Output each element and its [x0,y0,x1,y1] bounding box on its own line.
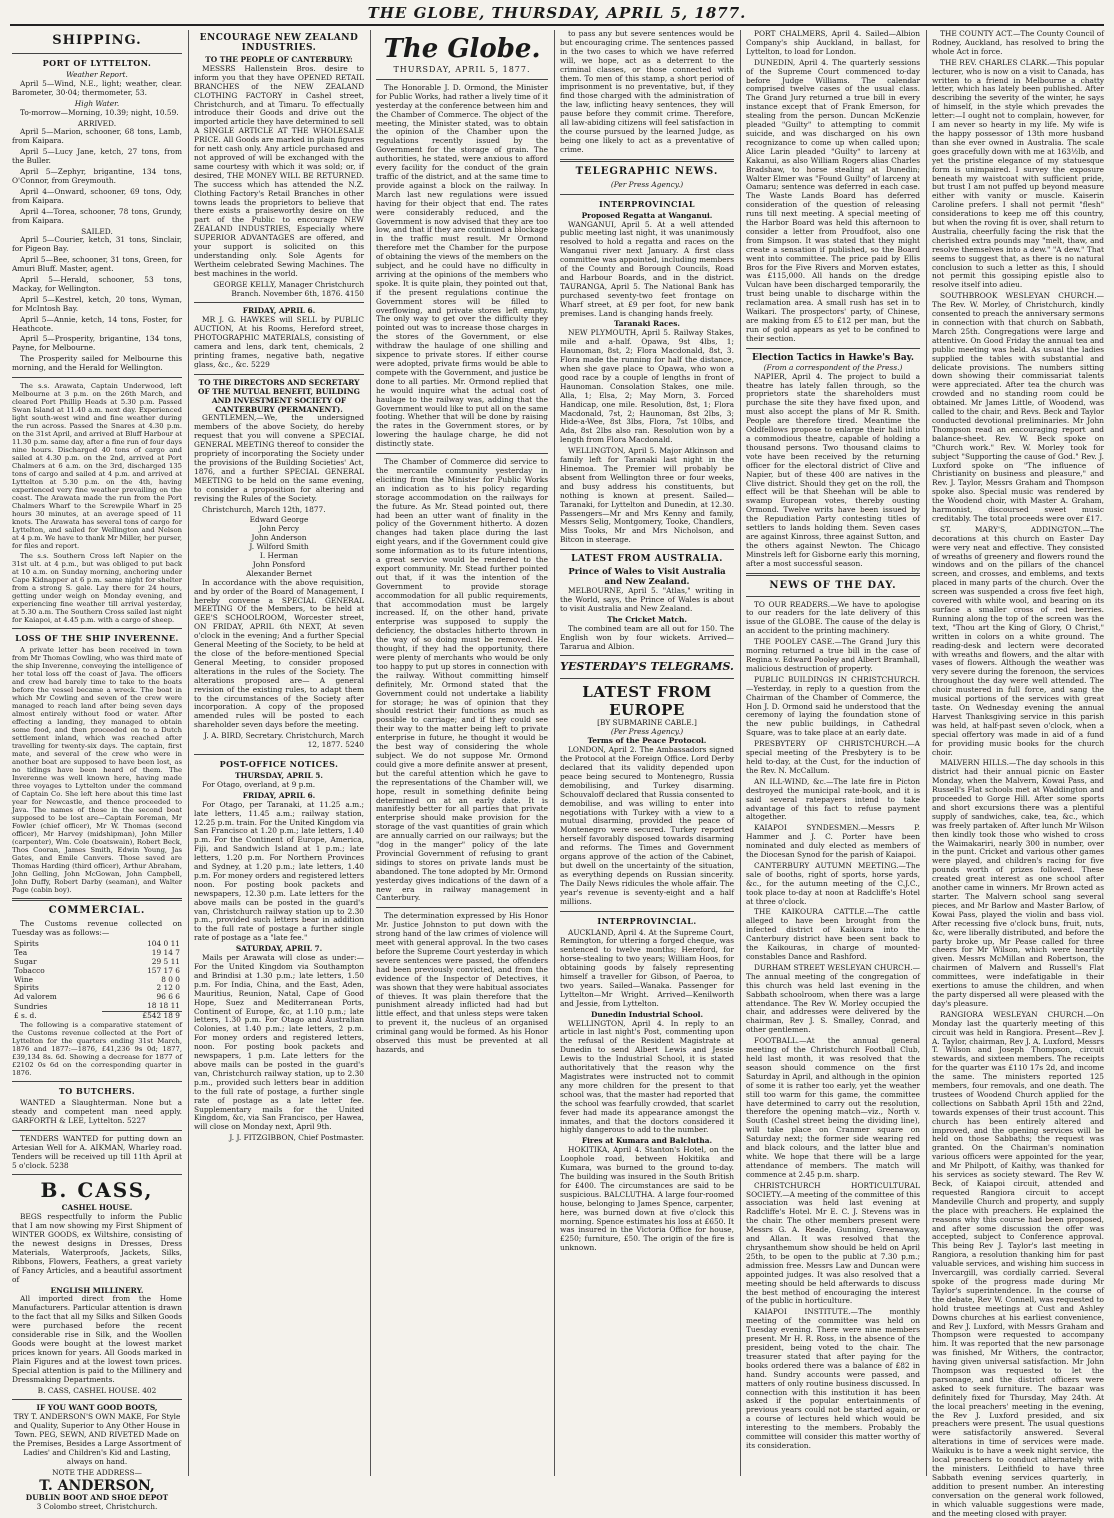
cass-body: BEGS respectfully to inform the Public that I am now showing my First Shipment of WINTER GOODS, ex Wiltshire, consisting of the newest designs in Dresses, Dress Materials, Waterproofs, Jackets, Silks, Ribbons, Flowers, Feathers, a great variety of Fancy Articles, and a beautiful assortment of [12,1212,182,1284]
prince-article: MELBOURNE, April 5. "Atlas," writing in the World, says, the Prince of Wales is about to visit Australia and New Zealand. [560,586,734,613]
interprovincial-heading-2: INTERPROVINCIAL. [597,915,697,926]
divider [12,1174,182,1175]
news-item: DURHAM STREET WESLEYAN CHURCH.—The annual meeting of the congregation of this church was held last evening in the Sabbath schoolroom, when there was a large attendance. The Rev W. Morley occupied the chair, and addresses were delivered by the chairman, Rev J. S. Smalley, Conrad, and other gentlemen. [746,962,920,1035]
member-name: J. Wilford Smith [249,542,309,552]
member-name: John Ponsford [252,559,306,569]
editorial-date: THURSDAY, APRIL 5, 1877. [393,65,531,74]
election-article: NAPIER, April 4. The project to build a theatre has lately fallen through, so the proprietors state the shareholders must purchase the site they have fixed upon, and must also accept the plans of Mr R. Smith. People are therefore tired. Meantime the Oddfellows propose to enlarge their hall into a commodious theatre, capable of holding a thousand persons. Two thousand claims to vote have been received by the returning officer for the electoral district of Clive and Napier, but of these 400 are natives in the Clive district. Should they get on the roll, the effect will be that Sheehan will be able to swamp European votes, thereby ousting Ormond. Twelve writs have been issued by the Repudiation Party contesting titles of settlers to lands holding them. Seven cases are against Kinross, three against Sutton, and the others against Newton. The Chicago Minstrels left for Gisborne early this morning, after a most successful season. [746,371,920,568]
inverenne-article: A private letter has been received in town from Mr Thomas Cowling, who was third mate of the ship Inverenne, conveying the intelligence of her total loss off the coast of Java. The officers and crew had barely time to take to the boats before the vessel became a wreck. The boat in which Mr Cowling and seven of the crew were managed to reach land after being seven days almost entirely without food or water. After effecting a landing, they managed to obtain some food, and then proceeded on to a Dutch settlement inland, which was reached after travelling for twenty-six days. The captain, first mate, and several of the crew who were in another boat are supposed to have been lost, as no tidings have been heard of them. The Inverenne was well known here, having made three voyages to Lyttelton under the command of Captain Co. She left here about this time last year for Newcastle, and thence proceeded to Java. The names of those in the second boat supposed to be lost are—Captain Foreman, Mr Fowler (chief officer), Mr W. Thomas (second officer), Mr Harvey (midshipman), John Miller (carpenter), Wm. Cole (boatswain), Robert Beck, Thos Cooran, James Smith, Edwin Young, Jas Gates, and Emile Canvers. Those saved are Thomas Harding (third officer), Arthur Abraham, John Gelling, John McGowan, John Campbell, John Duffy, Robert Darby (seaman), and Walter Page (cabin boy). [12,646,182,895]
member-name: John Percy [258,524,300,534]
news-item: KAIAPOI SYNDESMEN.—Messrs P. Hammer and J. C. Porter have been nominated and duly elected as members of the Diocesan Synod for the parish of Kaiapoi. [746,823,920,860]
school-heading: Dunedin Industrial School. [590,1009,704,1019]
column-2 [194,30,364,1476]
news-item: THE KAIKOURA CATTLE.—The cattle alleged to have been brought from the infected district of Kaikoura into the Canterbury district have been sent back to the Kaikouras, in charge of mounted-constables Dance and Rashford. [746,907,920,961]
auction-date: FRIDAY, APRIL 6. [242,306,316,316]
peace-heading: Terms of the Peace Protocol. [587,736,707,746]
post-friday: FRIDAY, APRIL 6. [242,790,316,800]
sailed-item: April 5—Courier, ketch, 31 tons, Sinclair, for Pigeon Bay. [12,235,182,254]
sailed-item: April 5—Herald, schooner, 53 tons, Mackay, for Wellington. [12,275,182,293]
divider [746,596,920,597]
divider [12,377,182,378]
boots-heading: IF YOU WANT GOOD BOOTS, [36,1403,158,1413]
cass-millinery: ENGLISH MILLINERY. [50,1285,144,1295]
divider [12,898,182,901]
divider [12,1130,182,1131]
telegraphic-heading: TELEGRAPHIC NEWS. [575,165,719,177]
editorial-paragraph: The Honorable J. D. Ormond, the Minister for Public Works, had rather a lively time of it yesterday at the conference between him and the Chamber of Commerce. The object of the meeting, the Minister stated, was to obtain the opinion of the Chamber upon the regulations recently issued by the Government for the storage of grain. The authorities, he stated, were anxious to afford every facility for the conduct of the grain traffic of the district, and at the same time to provide against a block on the railway. In March last new regulations were issued having for their object that end. The rates were considerably reduced, and the Government is now advised that they are too low, and that if they are continued a blockage in the traffic must result. Mr Ormond therefore met the Chamber for the purpose of obtaining the views of the members on the subject, and he could have no difficulty in arriving at the opinions of the members who spoke. It is quite plain, they pointed out that, if the present regulations continue the Government stores will be filled to overflowing, and private stores left empty. The only way to get over the difficulty they pointed out was to increase those charges in the stores of the Government, or else withdraw the haulage of one shilling and sixpence to private stores. If either course were adopted, private firms would be able to compete with the Government, and justice be done to all parties. Mr. Ormond replied that he would inquire what the actual cost of haulage to the railway was, adding that the Government would like to put all on the same footing. Whether that will be done by raising the rates in the Government stores, or by lowering the haulage charge, he did not distinctly state. [376,82,548,449]
post-body-3: Mails per Arawata will close as under:— For the United Kingdom via Southampton and Brindisi at 1.30 p.m.; late letters, 1.50 p.m. For India, China, and the East, Aden, Mauritius, Reunion, Natal, Cape of Good Hope, Suez and Mediterranean Ports, Continent of Europe, &c, at 1.10 p.m.; late letters, 1.30 p.m. For Otago and Australian Colonies, at 1.40 p.m.; late letters, 2 p.m. For money orders and registered letters, noon. For posting book packets and newspapers, 1 p.m. Late letters for the above mails can be posted in the guard's van, Christchurch railway station, up to 2.30 p.m., provided such letters bear in addition to the full rate of postage, a further single rate of postage as a late letter fee. Supplementary mails for the United Kingdom, &c, via San Francisco, per Hawea, will close on Monday next, April 9th. [194,953,364,1132]
election-source: (From a correspondent of the Press.) [763,362,903,372]
table-cell: Sundries [14,1001,48,1011]
divider [194,754,364,755]
news-item: CANTERBURY AUTUMN MEETING.—The sale of booths, right of sports, horse yards, &c., for the autumn meeting of the C.J.C., took place to-day at noon at Radcliffe's Hotel at three o'clock. [746,860,920,906]
table-cell: Tea [14,947,28,957]
column-rule [370,30,371,1476]
election-heading: Election Tactics in Hawke's Bay. [751,352,914,363]
cricket-article: The combined team are all out for 150. The English won by four wickets. Arrived—Tararua and Albion. [560,623,734,651]
column-rule [554,30,555,1476]
boots-note: NOTE THE ADDRESS— [52,1467,142,1477]
column-4 [560,30,734,1476]
customs-note: The following is a comparative statement of the Customs revenue collected at the Port of Lyttelton for the quarters ending 31st March, 1876 and 1877:—1876, £41,236 9s 0d; 1877, £39,134 8s. 6d. Showing a decrease for 1877 of £2102 0s 6d on the corresponding quarter in 1876. [12,1021,182,1078]
society-names [194,516,364,578]
column-rule [740,30,741,1476]
high-water-heading: High Water. [74,98,120,108]
fires-heading: Fires at Kumara and Balclutha. [581,1136,713,1146]
fires-article: HOKITIKA, April 4. Stanton's Hotel, on the Loophole road, between Hokitika and Kumara, was burned to the ground to-day. The building was insured in the South British for £400. The circumstances are said to be suspicious. BALCLUTHA. A large four-roomed house, belonging to James Spence, carpenter, here, was burned down at five o'clock this morning. Spence estimates his loss at £650. It was insured in the Victoria Office for house, £250; furniture, £50. The origin of the fire is unknown. [560,1145,734,1253]
news-item: PRESBYTERY OF CHRISTCHURCH.—A special meeting of the Presbytery is to be held to-day, at the Cust, for the induction of the Rev. N. McCallum. [746,739,920,775]
nzi-to: TO THE PEOPLE OF CANTERBURY: [205,55,353,64]
australia-heading: LATEST FROM AUSTRALIA. [571,554,723,565]
arrival-item: April 5—Zephyr, brigantine, 134 tons, O'Connor, from Greymouth. [12,167,182,185]
society-heading: TO THE DIRECTORS AND SECRETARY OF THE MUTUAL BENEFIT, BUILDING AND INVESTMENT SOCIETY OF CANTERBURY (PERMANENT). [198,377,360,414]
divider [12,1399,182,1400]
boots-depot: DUBLIN BOOT AND SHOE DEPOT [25,1492,169,1502]
arrived-heading: ARRIVED. [77,118,117,128]
news-item: TO OUR READERS.—We have to apologise to our readers for the late delivery of this issue of the GLOBE. The cause of the delay is an accident to the printing machinery. [746,599,920,636]
divider [12,1081,182,1082]
table-cell: 96 6 6 [156,992,180,1002]
column-rule [188,30,189,1476]
races-article: NEW PLYMOUTH, April 5. Railway Stakes, mile and a-half. Opawa, 9st 4lbs, 1; Haunoman, 8st, 2; Flora Macdonald, 8st, 3. Flora made the running for half the distance, when she gave place to Opawa, who won a good race by a couple of lengths in front of Haunoman. Consolation Stakes, one mile. Alla, 1; Elsa, 2; May Morn, 3. Forced Handicap, one mile. Resolution, 8st, 1; Flora Macdonald, 7st, 2; Haunoman, 8st 2lbs, 3; Hide-a-Wee, 8st 3lbs, Flora, 7st 10lbs, and Ada, 8st 2lbs also ran. Resolution won by a length from Flora Macdonald. [560,328,734,445]
cass-body-2: All imported direct from the Home Manufacturers. Particular attention is drawn to the fact that all my Silks and Silken Goods were purchased before the recent considerable rise in Silk, and the Woollen Goods were bought at the lowest market prices known for years. All Goods marked in Plain Figures and at the lowest town prices. Special attention is paid to the Millinery and Dressmaking Departments. [12,1294,182,1384]
yesterdays-telegrams-heading: YESTERDAY'S TELEGRAMS. [560,660,734,674]
boots-address: 3 Colombo street, Christchurch. [36,1501,158,1511]
customs-intro: The Customs revenue collected on Tuesday was as follows:— [12,919,182,937]
society-date: Christchurch, March 12th, 1877. [202,504,326,514]
port-chalmers-article: PORT CHALMERS, April 4. Sailed—Albion Company's ship Auckland, in ballast, for Lyttelton, to load for London. [746,29,920,56]
post-thursday: THURSDAY, APRIL 5. [234,770,324,780]
press-agency: (Per Press Agency.) [610,179,684,189]
table-cell: Spirits [14,938,39,948]
table-cell: 2 12 0 [156,983,180,993]
peace-article: LONDON, April 2. The Ambassadors signed the Protocol at the Foreign Office. Lord Derby declared that its validity depended upon peace being secured to Montenegro, Russia demobilising, and Turkey disarming. Schouvaloff declared that Russia consented to demobilise, and was willing to enter into negotiations with Turkey with a view to a mutual disarming, provided the peace of Montenegro were secured. Turkey reported herself favorably disposed towards disarming and reforms. The Times and Government organs approve of the action of the Cabinet, but dwell on the uncertainty of the situation, as everything depends on Russian sincerity. The Daily News ridicules the whole affair. The year's revenue is seventy-eight and a half millions. [560,745,734,906]
high-water: To-morrow—Morning, 10.39; night, 10.59. [20,107,179,117]
divider [560,549,734,550]
commercial-heading: COMMERCIAL. [48,905,146,917]
member-name: Edward George [249,515,309,525]
tenders-ad: TENDERS WANTED for putting down an Artesian Well for A. AIKMAN, Wharley road. Tenders will be received up till 11th April at 5 o'clock. 5238 [12,1133,182,1170]
news-item: FOOTBALL.—At the annual general meeting of the Christchurch Football Club, held last month, it was resolved that the season should commence on the first Saturday in April, and although in the opinion of some it is rather too early, yet the weather still too warm for this game, the committee have determined to carry out the resolution, therefore the opening match—viz., North v. South (Cashel street being the dividing line), will take place on Cranmer square on Saturday next; the former side wearing red and black colours, and the latter blue and white. We hope that there will be a large attendance of members. The match will commence at 2.45 p.m. sharp. [746,1036,920,1179]
divider [560,911,734,912]
editorial-continued: to pass any but severe sentences would be but encouraging crime. The sentences passed in the two cases to which we have referred will, we hope, act as a deterrent to the criminal classes, or those connected with them. To men of this stamp, a short period of imprisonment is no preventative, but, if they find those charged with the administration of the law, inflicting heavy sentences, they will pause before they commit crime. Therefore, all law-abiding citizens will feel satisfaction in the course pursued by the learned Judge, as being one likely to act as a preventative of crime. [560,29,734,154]
masthead: THE GLOBE, THURSDAY, APRIL 5, 1877. [367,4,747,22]
member-name: I. Herman [259,551,299,561]
column-6 [932,29,1104,1518]
prince-heading: Prince of Wales to Visit Australia and New Zealand. [568,567,726,588]
weather-heading: Weather Report. [66,70,128,79]
interprovincial-heading: INTERPROVINCIAL [599,198,695,209]
butchers-ad: WANTED a Slaughterman. None but a steady and competent man need apply. GARFORTH & LEE, Lyttelton. 5227 [12,1098,182,1125]
table-cell: 8 0 0 [161,974,180,984]
customs-table [12,940,182,1021]
column-3 [376,30,548,1476]
news-item: AN ILL-WIND, &c.—The late fire in Picton destroyed the municipal rate-book, and it is said several ratepayers intend to take advantage of this fact to refuse payment altogether. [746,776,920,822]
races-heading: Taranaki Races. [614,319,680,329]
post-office-heading: POST-OFFICE NOTICES. [219,758,339,769]
post-body-2: For Otago, per Taranaki, at 11.25 a.m.; late letters, 11.45 a.m.; railway station, 12.25 p.m. train. For the United Kingdom via San Francisco at 1.20 p.m.; late letters, 1.40 p.m. For the Continent of Europe, America, Fiji, and Sandwich Island at 1 p.m.; late letters, 1.20 p.m. For Northern Provinces and Sydney, at 1.20 p.m.; late letters, 1.40 p.m. For money orders and registered letters noon. For posting book packets and newspapers, 12.30 p.m. Late letters for the above mails can be posted in the guard's van, Christchurch railway station up to 2.30 p.m., provided such letters bear in addition to the full rate of postage a further single rate of postage as a "late fee." [194,799,364,943]
nzi-signature: GEORGE KELLY, Manager Christchurch Branch. November 6th, 1876. 4150 [213,279,364,298]
news-item: THE REV. CHARLES CLARK.—This popular lecturer, who is now on a visit to Canada, has written to a friend in Melbourne a chatty letter, which has lately been published. After describing the severity of the winter, he says of himself, in the style which prevades the letter:—I ought not to complain, however, for I am never so hearty in my life. My wife is the happy possessor of 13th more husband than she ever owned in Australia. The scale goes gracefully down with me at 163½lb, and yet the pristine elegance of my statuesque form is unimpaired. I survey the exposure beneath my waistcoat with sufficient pride, but trust I am not puffed up beyond measure either with vanity or muscle. Kaiserin Caroline prefers. I shall not permit "flesh" considerations to keep me off this country, but when the roving fit is over, shall return to Australia, cheerfully facing the risk that the cherished extra pounds may "melt, thaw, and resolve themselves into a dew." "A dew." That seems to suggest that, as there is no natural conclusion to such a letter as this, I should not permit this gossiping epistle also to resolve itself into adieu. [932,57,1104,290]
arawata-report: The s.s. Arawata, Captain Underwood, left Melbourne at 3 p.m. on the 26th March, and cleared Port Phillip Heads at 5.30 p.m. Passed Swan Island at 11.40 a.m. next day. Experienced light south-west wind and fine weather during the run across. Passed the Snares at 4.30 p.m. on the 31st April, and arrived at Bluff Harbour at 11.30 p.m. same day, after a fine run of four days nine hours. Discharged 40 tons of cargo and sailed at 4.30 p.m. on the 2nd, arrived at Port Chalmers at 6 a.m. on the 3rd, discharged 135 tons of cargo and sailed at 4 p.m. and arrived at Lyttelton at 5.30 p.m. on the 4th, having experienced very fine weather prevailing on the coast. The Arawata made the run from the Port Chalmers Wharf to the Screwpile Wharf in 25 hours 30 minutes, at an average speed of 11 knots. The Arawata has several tons of cargo for Lyttelton, and sailed for Wellington and Nelson at 4 p.m. We have to thank Mr Miller, her purser, for files and report. [12,382,182,551]
masthead-rule [10,24,1104,26]
cricket-heading: The Cricket Match. [607,614,687,624]
table-cell: £ s. d. [14,1010,37,1020]
table-cell: 19 14 7 [151,947,180,957]
sailed-item: April 5—Prosperity, brigantine, 134 tons, Payne, for Melbourne. [12,334,182,353]
news-item: KAIAPOI INSTITUTE.—The monthly meeting of the committee was held on Tuesday evening. There were nine members present. Mr H. R. Ross, in the absence of the president, being voted to the chair. The treasurer stated that after paying for the books ordered there was a balance of £82 in hand. Sundry accounts were passed, and matters of only routine business discussed. In connection with this institution it has been asked if the popular entertainments of previous years could not be started again, or a course of lectures held which would be interesting to the members. Probably the committee will consider this matter worthy of its consideration. [746,1307,920,1450]
auction-body: MR J. G. HAWKES will SELL by PUBLIC AUCTION, At his Rooms, Hereford street, PHOTOGRAPHIC MATERIALS, consisting of camera and lens, dark tent, chemicals, 2 printing frames, negative bath, negative glass, &c., &c. 5229 [194,315,364,369]
sailed-heading: SAILED. [81,226,113,236]
table-cell: Tobacco [14,965,45,975]
table-cell: Sugar [14,956,37,966]
news-item: SOUTHBROOK WESLEYAN CHURCH.—The Rev. W. Morley, of Christchurch, kindly consented to preach the anniversary sermons in connection with that church on Sabbath, March 25th. Congregations were large and attentive. On Good Friday the annual tea and public meeting was held. As usual the ladies supplied the tables with substantial and delicate provisions. The numbers sitting down showing their commissariat talents were appreciated. After tea the church was crowded and no standing room could be obtained. Mr James Little, of Woodend, was called to the chair, and Revs. Beck and Taylor conducted devotional preliminaries. Mr John Thompson read an encouraging report and balance-sheet. Rev. W. Beck spoke on "Church work." Rev. W. Morley took for subject "Supporting the cause of God." Rev. J. Luxford spoke on "The influence of Christianity on business and pleasure," and Rev. J. Taylor, Messrs Graham and Thompson spoke also. Special music was rendered by the Woodend choir, with Master A. Graham, harmonist, discoursed sweet music creditably. The total proceeds were over £17. [932,291,1104,523]
divider [376,453,548,454]
table-row [12,967,182,976]
divider [560,655,734,656]
divider [560,678,734,679]
latest-from-europe-heading: LATEST FROM EUROPE [582,683,712,720]
auckland-article: AUCKLAND, April 4. At the Supreme Court, Remington, for uttering a forged cheque, was sentenced to twelve months; Hereford, for horse-stealing to two years; William Hoos, for obtaining goods by falsely representing himself a traveller for Gibson, of Paeroa, to two years. Sailed—Wanaka. Passenger for Lyttelton—Mr Wright. Arrived—Kenilworth and Jessie, from Lyttelton. [560,927,734,1008]
divider [12,53,182,54]
press-agency: (Per Press Agency.) [610,727,684,737]
port-heading: PORT OF LYTTELTON. [42,58,152,68]
news-item: MALVERN HILLS.—The day schools in this district had their annual picnic on Easter Monday, when the Malvern, Kowai Pass, and Russell's Flat schools met at Waddington and proceeded to Gorge Hill. After some sports and short excursions there was a plentiful supply of sandwiches, cake, tea, &c., which was freely partaken of. After lunch Mr Wilson then kindly took those who wished to cross the Waimakariri, nearly 300 in number, over in the punt. Cricket and various other games were played, and children's racing for five pounds worth of prizes followed. These created great interest as one school after another came in winners. Mr Brown acted as starter. The Malvern school sang several pieces, and Mr Barlow and Master Barlow, of Kowai Pass, played the violin and bass viol. After recessing five o'clock buns, fruit, nuts, &c, were liberally distributed, and before the party broke up, Mr Pease called for three cheers for Mr Wilson, which were heartily given. Messrs McMillan and Robertson, the chairmen of Malvern and Russell's Flat committees, were indefatigable in their exertions to amuse the children, and when the party dispersed all were pleased with the day's pleasure. [932,758,1104,1008]
news-item: RANGIORA WESLEYAN CHURCH.—On Monday last the quarterly meeting of this circuit was held in Rangiora. Present—Rev J. A. Taylor, chairman, Rev J. A. Luxford, Messrs T. Wilson and Joseph Thompson, circuit stewards, and sixteen members. The receipts for the quarter was £110 17s 2d, and income the same. The ministers reported 125 members, four removals, and one death. The trustees of Woodend Church applied for the collections on Sabbath April 15th and 22nd, towards expenses of their trust account. This church has been entirely altered and improved, and the opening services will be held on those Sabbaths; the request was granted. On the Chairman's nomination various officers were appointed for the year, and Mr Philpott, of Kaithy, was thanked for his services as society steward. The Rev W. Beck, of Kaiapoi circuit, attended and requested Rangiora circuit to accept Mandeville Church and property, and supply the place with preachers. He explained the reasons why this course had been proposed, and after some discussion the offer was accepted, subject to Conference approval. This being Rev J. Taylor's last meeting in Rangiora, a resolution thanking him for past valuable services, and wishing him success in Invercargill, was cordially carried. Several spoke of the progress made during Mr Taylor's superintendence. In the course of the debate, Rev W. Connell, was requested to hold trustee meetings at Cust and Ashley Downs churches at his earliest convenience, and Rev J. Luxford, with Messrs Graham and Thompson were requested to accompany him. It was reported that the new parsonage was finished, Mr Withers, the contractor, having given universal satisfaction. Mr John Thompson was requested to let the parsonage, and the district officers were asked to seek furniture. The bazaar was definitely fixed for Thursday, May 24th. At the local preachers' meeting in the evening, the Rev J. Luxford presided, and six preachers were present. The usual questions were satisfactorily answered. Several alterations in time of services were made. Waikuku is to have a week night service, the local preachers to conduct alternately with the ministers. Leithfield to have three Sabbath evening services quarterly, in addition to present number. An interesting conversation on the general work followed, in which valuable suggestions were made, and the meeting closed with prayer. [932,1009,1104,1518]
sailed-item: April 5—Annie, ketch, 14 tons, Foster, for Heathcote. [12,314,182,333]
society-body-2: In accordance with the above requisition, and by order of the Board of Management, I hereby convene a SPECIAL GENERAL MEETING Of the Members, to be held at GEE'S SCHOOLROOM, Worcester street, ON FRIDAY, APRIL 6th NEXT, At seven o'clock in the evening; And a further Special General Meeting of the Society, to be held at the close of the before-mentioned Special General Meeting, to consider proposed alterations in the rules of the Society. The alterations proposed are— A general revision of the existing rules, to adapt them to the circumstances of the Society after incorporation. A copy of the proposed amended rules will be posted to each shareholder seven days before the meeting. [194,577,364,730]
news-item: PUBLIC BUILDINGS IN CHRISTCHURCH.—Yesterday, in reply to a question from the Chairman of the Chamber of Commerce, the Hon J. D. Ormond said he understood that the ceremony of laying the foundation stone of the new public buildings, in Cathedral Square, was to take place at an early date. [746,674,920,738]
news-item: THE POOLEY CASE.—The Grand Jury this morning returned a true bill in the case of Regina v. Edward Pooley and Albert Bramhall, malicious destruction of property. [746,637,920,673]
butchers-heading: TO BUTCHERS. [58,1086,136,1097]
nzi-body: MESSRS Hallenstein Bros. desire to inform you that they have OPENED RETAIL BRANCHES of the NEW ZEALAND CLOTHING FACTORY in Cashel street, Christchurch, and at Timaru. To effectually introduce their Goods and drive out the imported article they have determined to sell A SINGLE ARTICLE AT THE WHOLESALE PRICE. All Goods are marked in plain figures for nett cash only. Any article purchased and not approved of will be exchanged with the same courtesy with which it was sold; or, if desired, THE MONEY WILL BE RETURNED. The success which has attended the N.Z. Clothing Factory's Retail Branches in other towns leads the proprietors to believe that there exists a praiseworthy desire on the part of the Public to encourage NEW ZEALAND INDUSTRIES, Especially where SUPERIOR ADVANTAGES are offered, and your support is solicited on this understanding only. Sole Agents for Wertheim celebrated Sewing Machines. The best machines in the world. [194,63,364,278]
arrival-item: April 5—Lucy Jane, ketch, 27 tons, from the Buller. [12,147,182,166]
society-signature: J. A. BIRD, Secretary. Christchurch, March 12, 1877. 5240 [204,731,364,750]
school-article: WELLINGTON, April 4. In reply to an article in last night's Post, commenting upon the refusal of the Resident Magistrate at Dunedin to send Albert Lewis and Jessie Lewis to the Industrial School, it is stated authoritatively that the reason why the Magistrates were instructed not to commit any more children for the present to that school was, that the master had reported that the school was fearfully crowded, that scarlet fever had made its appearance amongst the inmates, and that the doctors considered it highly dangerous to add to the number. [560,1018,734,1135]
table-cell: 104 0 11 [147,938,180,948]
sailed-item: April 5—Bee, schooner, 31 tons, Green, for Amuri Bluff. Master, agent. [12,255,182,274]
table-cell: 29 5 11 [151,956,180,966]
table-cell: 157 17 6 [147,965,180,975]
divider [194,374,364,375]
news-of-the-day-heading: NEWS OF THE DAY. [769,579,897,591]
news-item: ST. MARY'S, ADDINGTON.—The decorations at this church on Easter Day were very neat and effective. They consisted of wreaths of greenery and flowers round the windows and on the pillars of the chancel screen, and crosses, and emblems, and texts placed in many parts of the church. Over the screen was suspended a cross five feet high, covered with white wool, and bearing on its surface a smaller cross of red berries. Running along the top of the screen was the text, "Thou art the King of Glory, O Christ," written in colors on a white ground. The reading-desk and lectern were decorated with wreaths and flowers, and the altar with vases of flowers. Although the weather was very severe during the forenoon, the services throughout the day were well attended. The choir mustered in full force, and sang the musical portions of the services with great taste. On Wednesday evening the annual Harvest Thanksgiving service in this parish was held, at half-past seven o'clock, when a special offertory was made in aid of a fund for providing music books for the church choir. [932,524,1104,757]
regatta-heading: Proposed Regatta at Wanganui. [581,210,713,220]
column-5 [746,30,920,1476]
member-name: John Anderson [251,533,307,543]
customs-total: £542 18 9 [102,1012,182,1021]
cass-subtitle: CASHEL HOUSE. [61,1203,133,1213]
member-name: Alexander Bernet [246,568,312,578]
column-1 [12,30,182,1511]
divider [12,628,182,629]
divider [376,79,548,80]
cass-title: B. CASS, [40,1178,154,1203]
society-body: GENTLEMEN,—We, the undersigned members of the above Society, do hereby request that you will convene a SPECIAL GENERAL MEETING thereof to consider the propriety of incorporating the Society under the provisions of the Building Societies' Act, 1876, and a further SPECIAL GENERAL MEETING to be held on the same evening, to consider a proposition for altering and revising the Rules of the Society. [194,413,364,503]
news-item: CHRISTCHURCH HORTICULTURAL SOCIETY.—A meeting of the committee of this association was held last evening at Radcliffe's Hotel. Mr E. C. J. Stevens was in the chair. The other members present were Messrs G. A. Reade, Gunning, Greenaway, and Allan. It was resolved that the chrysanthemum show should be held on April 25th, to be open to the public at 7.30 p.m.; admission free. Messrs Law and Duncan were appointed judges. It was also resolved that a meeting should be held afterwards to discuss the best method of encouraging the interest of the public in horticulture. [746,1180,920,1306]
post-saturday: SATURDAY, APRIL 7. [235,944,323,954]
divider [376,907,548,908]
wellington-article: WELLINGTON, April 5. Major Atkinson and family left for Taranaki last night in the Hinemoa. The Premier will probably be absent from Wellington three or four weeks, and busy address his constituents, but nothing is known at present. Sailed—Taranaki, for Lyttelton and Dunedin, at 12.30. Passengers—Mr and Mrs Kenny and family, Messrs Selig, Montgomery, Tooke, Chandlers, Miss Tooks, Mr and Mrs Nicholson, and Bitcon in steerage. [560,446,734,545]
shipping-heading: SHIPPING. [52,33,142,48]
post-signature: J. J. FITZGIBBON, Chief Postmaster. [229,1133,364,1143]
boots-name: T. ANDERSON, [39,1477,155,1494]
inverenne-heading: LOSS OF THE SHIP INVERENNE. [15,633,179,644]
dunedin-article: DUNEDIN, April 4. The quarterly sessions of the Supreme Court commenced to-day before Judge Williams. The calendar comprised twelve cases of the usual class. The Grand Jury returned a true bill in every instance except that of Frank Emerson, for stealing from the person. Duncan McKenzie pleaded "Guilty" to attempting to commit suicide, and was discharged on his own recognizance to come up when called upon; Alice Larin pleaded "Guilty" to larceny at Kakanui, as also William Rogers alias Charles Bradshaw, to horse stealing at Dunedin; Walter Elmer was "Found Guilty" of larceny at Oamaru; sentence was deferred in each case. The Waste Lands Board has deferred consideration of the question of releasing runs till next meeting. A special meeting of the Harbor Board was held this afternoon to consider a letter from Proudfoot, also one from Simpson. It was stated that they might create a sensation if published, so the Board went into committee. The price paid by Ellis Bros for the Five Rivers and Morven estates, was £115,000. All hands on the dredge Vulcan have been discharged temporarily, the trust being unable to discharge within the reclamation area. A small rush has set in to Waikari. The prospectors' party, of Chinese, are making from £5 to £12 per man, but the run of gold appears as yet to be confined to their section. [746,57,920,343]
editorial-paragraph: The determination expressed by His Honor Mr. Justice Johnston to put down with the strong hand of the law crimes of violence will meet with general approval. In the two cases before the Supreme Court yesterday in which severe sentences were passed, the offenders had been previously convicted, and from the evidence of the Inspector of Detectives, it was shown that they were habitual associates of thieves. It was plain therefore that the punishment already inflicted had had but little effect, and that unless steps were taken to prevent it, the nucleus of an organised criminal gang would be formed. As his Honor observed this must be prevented at all hazards, and [376,911,548,1054]
divider [746,573,920,576]
weather-report: April 5—Wind, N.E., light; weather, clear. Barometer, 30·04; thermometer, 53. [12,78,182,97]
cass-signature: B. CASS, CASHEL HOUSE. 402 [37,1385,157,1395]
editorial-paragraph: The Chamber of Commerce did service to the mercantile community yesterday in eliciting from the Minister for Public Works an indication as to his policy regarding storage accommodation on the railways for the future. As Mr. Stead pointed out, there had been an utter want of finality in the policy of the Government hitherto. A dozen changes had taken place during the last eight years, and if the Government could give some information as to its future intentions, a great service would be rendered to the export community. Mr. Stead further pointed out that, if it was the intention of the Government to provide storage accommodation for all public requirements, that accommodation must be largely increased. If, on the other hand, private enterprise was supposed to supply the deficiency, the obstacles hitherto thrown in the way of so doing must be removed. He thought, if they had the opportunity, there were plenty of merchants who would be only too happy to put up stores in connection with the railway. Without committing himself definitely, Mr. Ormond stated that the Government could not undertake a liability for storage; he was of opinion that they should restrict their functions as much as possible to carriage; and if they could see their way to the matter being left to private enterprise in future, he thought it would be the best way of considering the whole subject. We do not suppose Mr. Ormond could give a more definite answer at present, but the careful attention which he gave to the representations of the Chamber will, we hope, result in something definite being determined on at an early date. It is manifestly better for all parties that private enterprise should make provision for the storage of the vast quantities of grain which are annually carried on our railways; but the "dog in the manger" policy of the late Provincial Government of refusing to grant sidings to stores on private lands must be abandoned. The tone adopted by Mr. Ormond yesterday gives indications of the dawn of a new era in railway management in Canterbury. [376,457,548,903]
table-row [12,1012,182,1021]
globe-logo: The Globe. [383,34,541,64]
arrival-item: April 4—Onward, schooner, 69 tons, Ody, from Kaipara. [12,186,182,205]
divider [194,302,364,303]
nzi-heading: ENCOURAGE NEW ZEALAND INDUSTRIES. [199,33,359,53]
sailed-item: April 5—Kestrel, ketch, 20 tons, Wyman, for McIntosh Bay. [12,294,182,313]
shipping-note: The Prosperity sailed for Melbourne this morning, and the Herald for Wellington. [12,354,182,373]
southern-cross-report: The s.s. Southern Cross left Napier on the 31st ult. at 4 p.m., but was obliged to put back at 10 a.m. on Sunday morning, anchoring under Cape Kidnapper at 6 p.m. same night for shelter from a strong S. gale. Lay there for 24 hours, getting under weigh on Monday evening, and experiencing fine weather till arrival yesterday, at 5.30 a.m. The Southern Cross sailed last night for Kaiapoi, at 4.45 p.m. with a cargo of sheep. [12,552,182,625]
table-cell: 18 18 11 [147,1001,180,1011]
column-rule [926,30,927,1476]
table-cell: Spirits [14,983,39,993]
divider [560,159,734,162]
arrival-item: April 4—Torea, schooner, 78 tons, Grundy, from Kaipara. [12,206,182,225]
divider [560,194,734,195]
table-cell: Ad valorem [14,992,57,1002]
regatta-article: WANGANUI, April 5. At a well attended public meeting last night, it was unanimously resolved to hold a regatta and races on the Wanganui river next January. A first class committee was appointed, including members of the County and Borough Councils, Road and Harbour Boards, and in the district. TAURANGA, April 5. The National Bank has purchased seventy-two feet frontage on Wharf street, at £9 per foot, for new bank premises. Land is changing hands freely. [560,219,734,318]
boots-body: TRY T. ANDERSON'S OWN MAKE, For Style and Quality, Superior to Any Other House in Town. PEG, SEWN, AND RIVETED Made on the Premises, Besides a Large Assortment of Ladies' and Children's Kid and Lasting, always on hand. [12,1412,182,1466]
arrival-item: April 5—Marion, schooner, 68 tons, Lamb, from Kaipara. [12,127,182,146]
news-item: THE COUNTY ACT.—The County Council of Rodney, Auckland, has resolved to bring the whole Act in force. [932,29,1104,56]
post-body: For Otago, overland, at 9 p.m. [202,779,316,789]
cable-note: [BY SUBMARINE CABLE.] [597,718,697,728]
divider [746,348,920,349]
table-cell: Wine [14,974,33,984]
